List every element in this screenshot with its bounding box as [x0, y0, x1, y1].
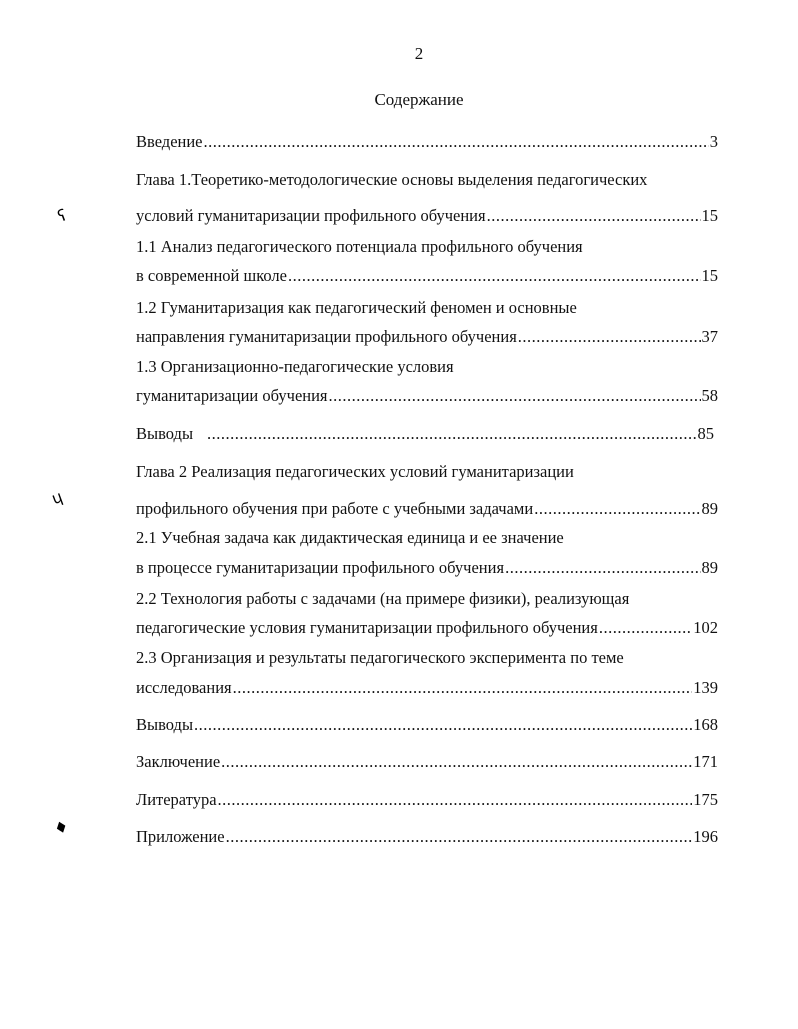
toc-entry-text: условий гуманитаризации профильного обучения [136, 206, 486, 225]
toc-entry-literature[interactable] [136, 788, 718, 812]
toc-entry-section-2-3-title: 2.3 Организация и результаты педагогического эксперимента по теме [136, 648, 624, 667]
toc-entry-text: Введение [136, 132, 203, 151]
toc-entry-chapter-1[interactable] [136, 204, 718, 228]
toc-entry-text: в процессе гуманитаризации профильного обучения [136, 558, 505, 577]
toc-entry-section-2-2-title: 2.2 Технология работы с задачами (на примере физики), реализующая [136, 589, 630, 608]
toc-entry-section-1-3-title: 1.3 Организационно-педагогические условия [136, 357, 454, 376]
toc-page-number: 168 [693, 715, 718, 734]
toc-page-number: 175 [693, 790, 718, 809]
toc-entry-conclusions-2[interactable] [136, 713, 718, 737]
toc-entry-text: Выводы [136, 715, 194, 734]
dot-leader [221, 750, 692, 774]
toc-page-number: 37 [701, 327, 718, 346]
dot-leader [233, 676, 693, 700]
toc-entry-section-1-2[interactable] [136, 325, 718, 349]
dot-leader [207, 422, 696, 446]
toc-entry-section-2-2[interactable] [136, 616, 718, 640]
toc-entry-text: педагогические условия гуманитаризации профильного обучения [136, 618, 598, 637]
dot-leader [599, 616, 692, 640]
dot-leader [487, 204, 701, 228]
page-title: Содержание [374, 90, 464, 109]
toc-page-number: 196 [693, 827, 718, 846]
dot-leader [204, 130, 709, 154]
toc-entry-text: в современной школе [136, 266, 287, 285]
toc-page-number: 15 [701, 206, 718, 225]
dot-leader [218, 788, 693, 812]
toc-entry-text: Заключение [136, 752, 221, 771]
toc-entry-section-1-1-title: 1.1 Анализ педагогического потенциала профильного обучения [136, 237, 583, 256]
toc-entry-chapter-2[interactable] [136, 497, 718, 521]
toc-entry-conclusion[interactable] [136, 750, 718, 774]
toc-entry-section-2-1-title: 2.1 Учебная задача как дидактическая единица и ее значение [136, 528, 564, 547]
toc-entry-chapter-1-title: Глава 1.Теоретико-методологические основы выделения педагогических [136, 170, 648, 189]
toc-page-number: 89 [701, 499, 718, 518]
toc-page-number: 139 [693, 678, 718, 697]
toc-page-number: 89 [701, 558, 718, 577]
toc-entry-text: гуманитаризации обучения [136, 386, 328, 405]
dot-leader [534, 497, 700, 521]
toc-entry-section-1-2-title: 1.2 Гуманитаризация как педагогический феномен и основные [136, 298, 577, 317]
page-number: 2 [414, 44, 424, 63]
toc-entry-appendix[interactable] [136, 825, 718, 849]
toc-page-number: 3 [709, 132, 718, 151]
scan-mark: ♦ [51, 816, 72, 839]
toc-page-number: 85 [697, 424, 714, 443]
toc-entry-section-2-1[interactable] [136, 556, 718, 580]
dot-leader [329, 384, 701, 408]
dot-leader [194, 713, 692, 737]
toc-entry-chapter-2-title: Глава 2 Реализация педагогических условий гуманитаризации [136, 462, 574, 481]
scan-mark: ɥ [49, 486, 66, 509]
toc-page-number: 15 [701, 266, 718, 285]
toc-page-number: 102 [693, 618, 718, 637]
toc-page-number: 58 [701, 386, 718, 405]
dot-leader [518, 325, 701, 349]
dot-leader [288, 264, 701, 288]
scan-mark: ʕ [54, 205, 70, 226]
dot-leader [505, 556, 700, 580]
dot-leader [226, 825, 693, 849]
toc-entry-conclusions-1[interactable] [136, 422, 714, 446]
toc-entry-intro[interactable] [136, 130, 718, 154]
toc-entry-text: Приложение [136, 827, 225, 846]
toc-entry-text: профильного обучения при работе с учебными задачами [136, 499, 534, 518]
toc-entry-section-2-3[interactable] [136, 676, 718, 700]
toc-page-number: 171 [693, 752, 718, 771]
toc-entry-text: исследования [136, 678, 232, 697]
toc-entry-section-1-1[interactable] [136, 264, 718, 288]
toc-entry-text: Выводы [136, 424, 194, 443]
toc-entry-text: направления гуманитаризации профильного обучения [136, 327, 517, 346]
toc-entry-section-1-3[interactable] [136, 384, 718, 408]
toc-entry-text: Литература [136, 790, 217, 809]
